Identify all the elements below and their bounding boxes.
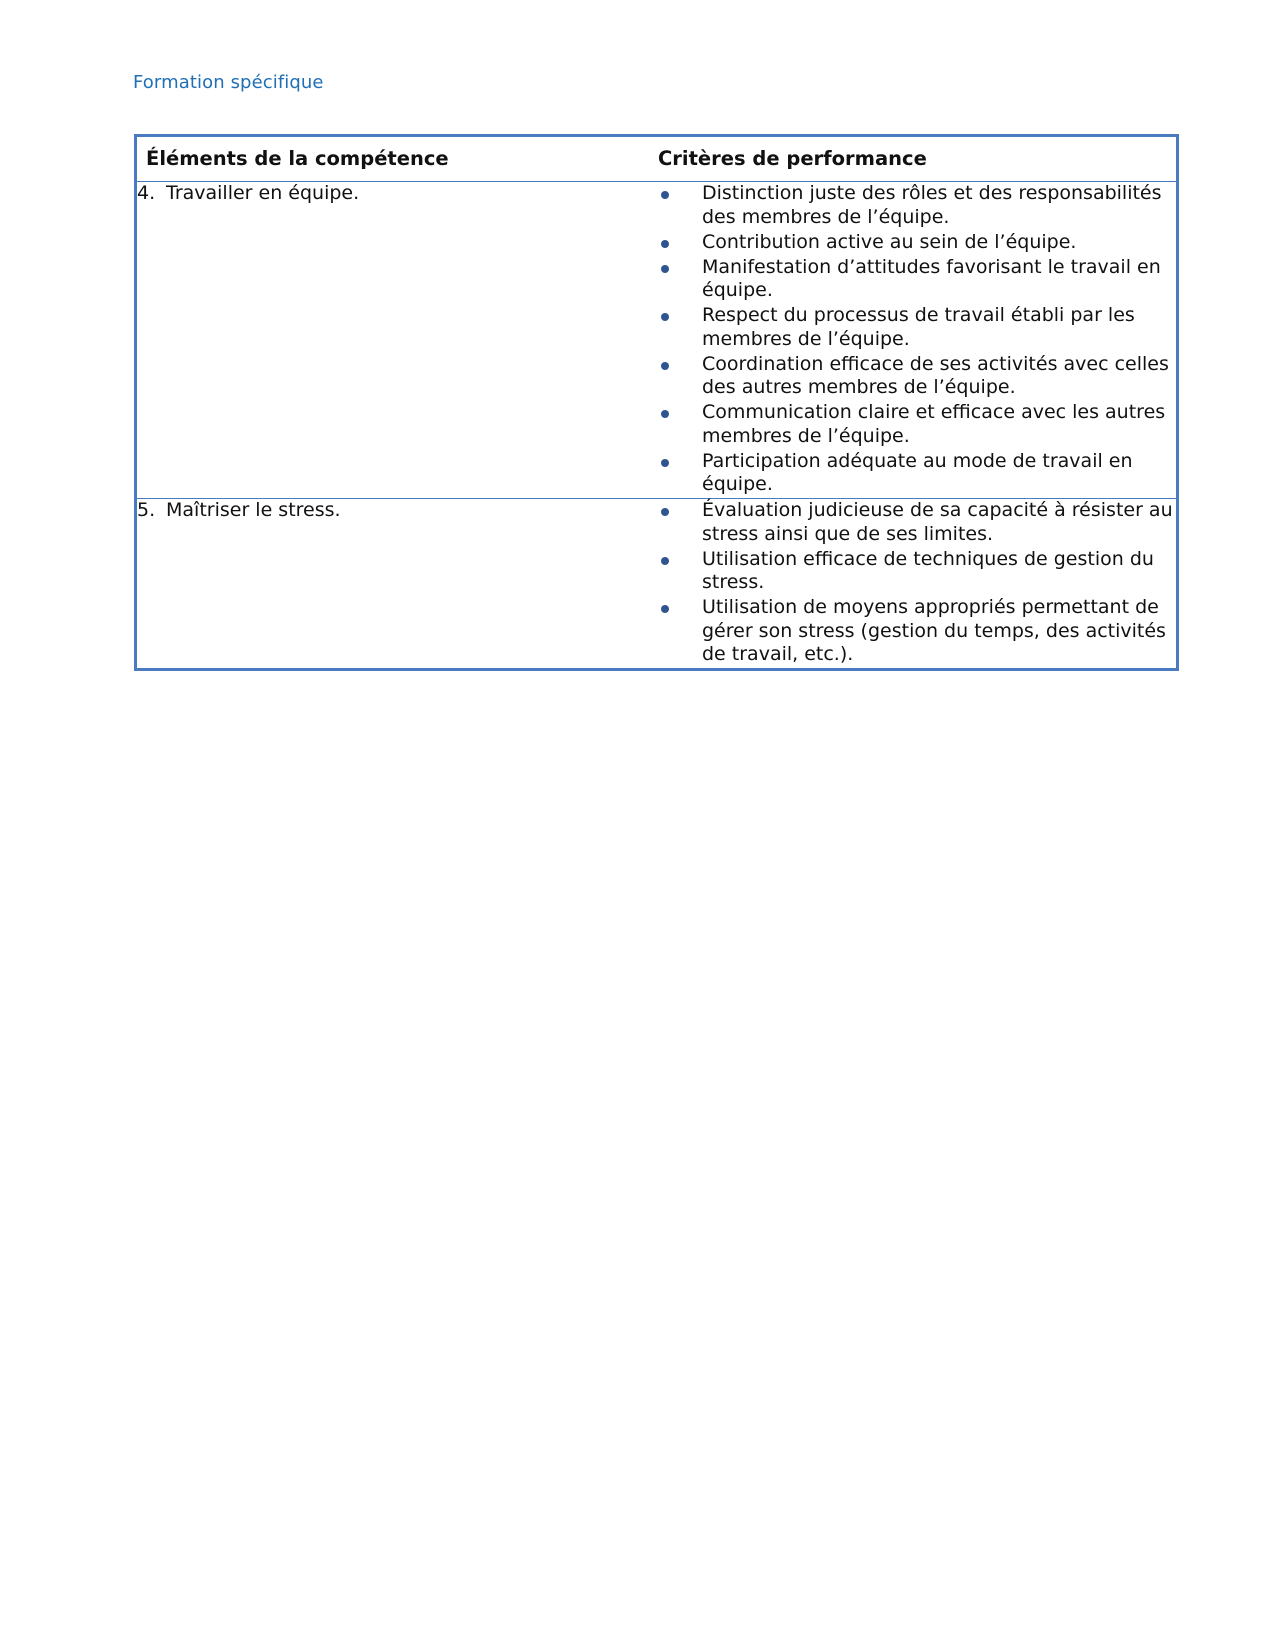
competence-row-4 xyxy=(136,182,1178,499)
criteria-cell xyxy=(648,499,1178,670)
bullet-icon xyxy=(661,410,669,418)
criteria-item xyxy=(648,353,1176,400)
criteria-text: Communication claire et efficace avec les autres membres de l’équipe. xyxy=(702,401,1166,447)
element-number: 5. xyxy=(137,499,156,521)
criteria-text: Distinction juste des rôles et des responsabilités des membres de l’équipe. xyxy=(702,182,1162,228)
criteria-item xyxy=(648,231,1176,255)
criteria-item xyxy=(648,596,1176,667)
criteria-item xyxy=(648,548,1176,595)
criteria-item xyxy=(648,499,1176,546)
criteria-text: Contribution active au sein de l’équipe. xyxy=(702,230,1077,253)
criteria-list xyxy=(648,182,1176,497)
bullet-icon xyxy=(661,605,669,613)
criteria-text: Utilisation de moyens appropriés permettant de gérer son stress (gestion du temps, des activités de travail, etc.). xyxy=(702,596,1166,665)
bullet-icon xyxy=(661,191,669,199)
criteria-text: Utilisation efficace de techniques de gestion du stress. xyxy=(702,547,1154,593)
element-text: Travailler en équipe. xyxy=(166,182,360,204)
bullet-icon xyxy=(661,508,669,516)
column-header-criteria: Critères de performance xyxy=(648,136,1178,182)
criteria-list xyxy=(648,499,1176,667)
criteria-item xyxy=(648,401,1176,448)
competence-table xyxy=(134,134,1179,671)
bullet-icon xyxy=(661,265,669,273)
criteria-text: Coordination efficace de ses activités avec celles des autres membres de l’équipe. xyxy=(702,352,1169,398)
bullet-icon xyxy=(661,557,669,565)
bullet-icon xyxy=(661,459,669,467)
criteria-cell xyxy=(648,182,1178,499)
bullet-icon xyxy=(661,240,669,248)
element-text: Maîtriser le stress. xyxy=(166,499,341,521)
criteria-text: Évaluation judicieuse de sa capacité à résister au stress ainsi que de ses limites. xyxy=(702,499,1173,545)
element-cell xyxy=(136,499,649,670)
competence-row-5 xyxy=(136,499,1178,670)
table-header-row xyxy=(136,136,1178,182)
bullet-icon xyxy=(661,313,669,321)
element-cell xyxy=(136,182,649,499)
criteria-item xyxy=(648,256,1176,303)
running-header: Formation spécifique xyxy=(133,72,324,93)
bullet-icon xyxy=(661,362,669,370)
column-header-elements: Éléments de la compétence xyxy=(136,136,649,182)
criteria-text: Participation adéquate au mode de travail en équipe. xyxy=(702,449,1133,495)
criteria-item xyxy=(648,182,1176,229)
criteria-item xyxy=(648,304,1176,351)
criteria-item xyxy=(648,450,1176,497)
criteria-text: Respect du processus de travail établi par les membres de l’équipe. xyxy=(702,304,1135,350)
element-number: 4. xyxy=(137,182,156,204)
criteria-text: Manifestation d’attitudes favorisant le travail en équipe. xyxy=(702,255,1161,301)
